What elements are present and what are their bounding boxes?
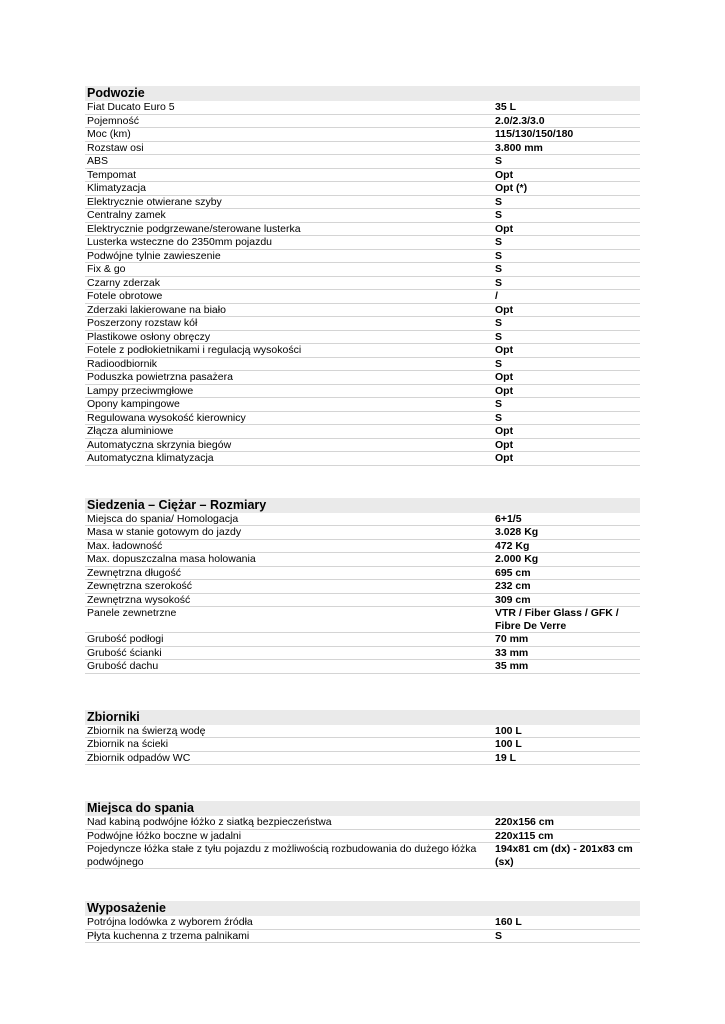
table-row <box>85 580 640 594</box>
row-label: Czarny zderzak <box>87 276 160 289</box>
row-value: 3.800 mm <box>495 141 543 154</box>
row-label: Nad kabiną podwójne łóżko z siatką bezpieczeństwa <box>87 816 332 828</box>
row-value: 220x156 cm <box>495 816 554 828</box>
row-label: Fix & go <box>87 263 126 275</box>
row-label: Plastikowe osłony obręczy <box>87 330 211 343</box>
row-value: Opt <box>495 425 514 437</box>
section-title: Miejsca do spania <box>85 801 640 816</box>
row-label: Klimatyzacja <box>87 182 146 194</box>
row-label: Zewnętrzna długość <box>87 566 181 579</box>
row-label: Płyta kuchenna z trzema palnikami <box>87 929 250 942</box>
table-row <box>85 660 640 674</box>
table-row <box>85 540 640 554</box>
table-row <box>85 358 640 372</box>
row-label: Elektrycznie otwierane szyby <box>87 195 222 208</box>
table-row <box>85 182 640 196</box>
row-value: Opt <box>495 344 514 356</box>
table-row <box>85 223 640 237</box>
table-row <box>85 843 640 869</box>
row-value: 115/130/150/180 <box>495 128 574 140</box>
row-label: Zewnętrzna wysokość <box>87 593 191 606</box>
row-label: Panele zewnetrzne <box>87 607 177 619</box>
row-value: S <box>495 929 503 942</box>
table-row <box>85 567 640 581</box>
row-label: Max. dopuszczalna masa holowania <box>87 553 256 565</box>
row-label: Lampy przeciwmgłowe <box>87 384 194 397</box>
table-row <box>85 115 640 129</box>
row-value: 35 mm <box>495 660 529 672</box>
row-value: S <box>495 155 503 167</box>
table-row <box>85 752 640 766</box>
table-row <box>85 277 640 291</box>
section-siedzenia <box>85 498 640 674</box>
row-label: Poszerzony rozstaw kół <box>87 317 198 329</box>
section-title: Podwozie <box>85 86 640 101</box>
table-row <box>85 263 640 277</box>
row-value: S <box>495 330 503 343</box>
row-value: Opt <box>495 303 514 316</box>
table-row <box>85 290 640 304</box>
row-label: Zderzaki lakierowane na biało <box>87 303 226 316</box>
row-value: 695 cm <box>495 566 531 579</box>
table-row <box>85 916 640 930</box>
row-label: ABS <box>87 155 109 167</box>
section-title: Wyposażenie <box>85 901 640 916</box>
row-value: Opt (*) <box>495 182 528 194</box>
table-row <box>85 930 640 944</box>
table-row <box>85 344 640 358</box>
row-value: S <box>495 276 503 289</box>
table-row <box>85 142 640 156</box>
row-value: S <box>495 236 503 248</box>
row-value: 309 cm <box>495 593 531 606</box>
table-row <box>85 412 640 426</box>
table-row <box>85 452 640 466</box>
row-value: 472 Kg <box>495 539 530 552</box>
section-title: Zbiorniki <box>85 710 640 725</box>
table-row <box>85 304 640 318</box>
row-label: Opony kampingowe <box>87 398 180 410</box>
row-label: Grubość dachu <box>87 660 159 672</box>
row-label: Grubość ścianki <box>87 646 162 659</box>
row-value: S <box>495 195 503 208</box>
row-label: Fotele obrotowe <box>87 290 163 302</box>
row-label: Lusterka wsteczne do 2350mm pojazdu <box>87 236 273 248</box>
row-value: 70 mm <box>495 633 529 645</box>
spec-table <box>85 916 640 943</box>
table-row <box>85 385 640 399</box>
table-row <box>85 647 640 661</box>
table-row <box>85 371 640 385</box>
row-label: Pojemność <box>87 114 139 127</box>
table-row <box>85 250 640 264</box>
row-value: S <box>495 357 503 370</box>
row-value: 2.000 Kg <box>495 553 539 565</box>
row-label: Podwójne łóżko boczne w jadalni <box>87 829 242 842</box>
row-label: Zewnętrzna szerokość <box>87 580 193 592</box>
section-wyposazenie <box>85 901 640 943</box>
row-value: S <box>495 411 503 424</box>
row-label: Tempomat <box>87 168 137 181</box>
row-label: Potrójna lodówka z wyborem źródła <box>87 916 253 928</box>
row-label: Fotele z podłokietnikami i regulacją wysokości <box>87 344 302 356</box>
row-value: 160 L <box>495 916 522 928</box>
table-row <box>85 196 640 210</box>
table-row <box>85 169 640 183</box>
table-row <box>85 209 640 223</box>
row-label: Grubość podłogi <box>87 633 164 645</box>
table-row <box>85 317 640 331</box>
table-row <box>85 128 640 142</box>
row-value: 100 L <box>495 738 522 750</box>
row-label: Radioodbiornik <box>87 357 158 370</box>
spec-table <box>85 101 640 466</box>
row-label: Poduszka powietrzna pasażera <box>87 371 233 383</box>
table-row <box>85 725 640 739</box>
row-label: Podwójne tylnie zawieszenie <box>87 249 221 262</box>
row-value: 100 L <box>495 724 522 737</box>
row-label: Masa w stanie gotowym do jazdy <box>87 526 242 538</box>
row-value: 19 L <box>495 751 517 764</box>
row-value: 3.028 Kg <box>495 526 539 538</box>
row-value: Opt <box>495 371 514 383</box>
table-row <box>85 236 640 250</box>
table-row <box>85 398 640 412</box>
row-value: 33 mm <box>495 646 529 659</box>
spec-table <box>85 725 640 766</box>
spec-table <box>85 513 640 674</box>
row-value: 194x81 cm (dx) - 201x83 cm (sx) <box>495 843 633 868</box>
row-value: S <box>495 263 503 275</box>
row-value: Opt <box>495 452 514 464</box>
table-row <box>85 607 640 633</box>
row-label: Zbiornik na ścieki <box>87 738 169 750</box>
row-value: S <box>495 317 503 329</box>
row-label: Miejsca do spania/ Homologacja <box>87 512 239 525</box>
row-label: Automatyczna skrzynia biegów <box>87 438 232 451</box>
row-label: Max. ładowność <box>87 539 163 552</box>
row-label: Zbiornik odpadów WC <box>87 751 191 764</box>
row-label: Moc (km) <box>87 128 131 140</box>
row-value: Opt <box>495 438 514 451</box>
spec-document <box>85 86 640 943</box>
table-row <box>85 331 640 345</box>
table-row <box>85 553 640 567</box>
section-zbiorniki <box>85 710 640 766</box>
row-value: 2.0/2.3/3.0 <box>495 114 545 127</box>
row-value: S <box>495 249 503 262</box>
row-value: 220x115 cm <box>495 829 554 842</box>
table-row <box>85 830 640 844</box>
row-label: Zbiornik na świerzą wodę <box>87 724 206 737</box>
row-value: Opt <box>495 384 514 397</box>
row-value: 35 L <box>495 101 517 113</box>
table-row <box>85 513 640 527</box>
row-value: S <box>495 209 503 221</box>
row-label: Fiat Ducato Euro 5 <box>87 101 175 113</box>
row-label: Elektrycznie podgrzewane/sterowane lusterka <box>87 222 301 235</box>
row-value: 6+1/5 <box>495 512 522 525</box>
table-row <box>85 594 640 608</box>
row-value: 232 cm <box>495 580 531 592</box>
row-label: Centralny zamek <box>87 209 166 221</box>
row-value: VTR / Fiber Glass / GFK / Fibre De Verre <box>495 607 619 632</box>
section-title: Siedzenia – Ciężar – Rozmiary <box>85 498 640 513</box>
row-label: Pojedyncze łóżka stałe z tyłu pojazdu z możliwością rozbudowania do dużego łóżka podwójnego <box>87 843 477 868</box>
row-label: Złącza aluminiowe <box>87 425 174 437</box>
row-value: / <box>495 290 498 302</box>
section-podwozie <box>85 86 640 466</box>
table-row <box>85 526 640 540</box>
spec-table <box>85 816 640 869</box>
section-miejsca-do-spania <box>85 801 640 869</box>
row-label: Regulowana wysokość kierownicy <box>87 411 246 424</box>
table-row <box>85 738 640 752</box>
row-value: Opt <box>495 222 514 235</box>
row-value: S <box>495 398 503 410</box>
table-row <box>85 101 640 115</box>
table-row <box>85 633 640 647</box>
row-label: Rozstaw osi <box>87 141 144 154</box>
table-row <box>85 439 640 453</box>
row-label: Automatyczna klimatyzacja <box>87 452 214 464</box>
row-value: Opt <box>495 168 514 181</box>
table-row <box>85 816 640 830</box>
table-row <box>85 155 640 169</box>
table-row <box>85 425 640 439</box>
